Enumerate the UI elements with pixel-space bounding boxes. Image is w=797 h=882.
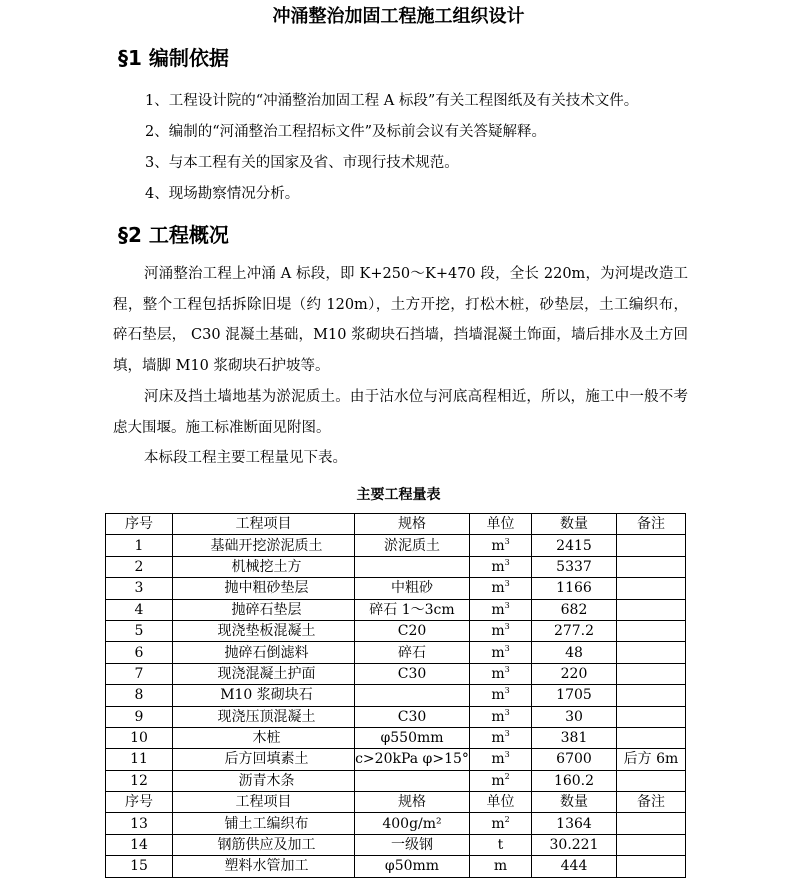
column-header: 工程项目	[173, 514, 355, 535]
unit-base: m	[491, 644, 505, 661]
cell-unit	[470, 535, 532, 556]
cell-item: 钢筋供应及加工	[173, 834, 355, 855]
column-header: 工程项目	[173, 792, 355, 813]
cell-note	[617, 706, 686, 727]
cell-unit	[470, 706, 532, 727]
section-2-heading: §2 工程概况	[118, 223, 229, 247]
column-header: 单位	[470, 792, 532, 813]
cell-spec: 淤泥质土	[355, 535, 470, 556]
column-header: 序号	[106, 792, 173, 813]
cell-note	[617, 642, 686, 663]
unit-base: m	[491, 623, 505, 640]
cell-qty: 160.2	[532, 770, 617, 791]
cell-note: 后方 6m	[617, 749, 686, 770]
overview-paragraph-2: 河床及挡土墙地基为淤泥质土。由于沽水位与河底高程相近，所以，施工中一般不考虑大围堰。施工标准断面见附图。	[113, 389, 688, 436]
cell-no: 5	[106, 620, 173, 641]
cell-item: 抛中粗砂垫层	[173, 578, 355, 599]
cell-note	[617, 834, 686, 855]
cell-no: 4	[106, 599, 173, 620]
cell-qty: 6700	[532, 749, 617, 770]
unit-exponent: 3	[504, 750, 510, 760]
cell-spec: 碎石	[355, 642, 470, 663]
cell-item: 机械挖土方	[173, 556, 355, 577]
cell-note	[617, 727, 686, 748]
column-header: 单位	[470, 514, 532, 535]
cell-spec: 400g/m²	[355, 813, 470, 834]
cell-spec: C30	[355, 706, 470, 727]
cell-no: 6	[106, 642, 173, 663]
unit-base: t	[497, 837, 504, 854]
cell-spec: φ550mm	[355, 727, 470, 748]
table-row	[106, 727, 686, 748]
cell-no: 14	[106, 834, 173, 855]
table-header-row	[106, 792, 686, 813]
table-caption: 主要工程量表	[356, 487, 441, 503]
cell-no: 1	[106, 535, 173, 556]
basis-item-3: 3、与本工程有关的国家及省、市现行技术规范。	[145, 155, 459, 171]
cell-qty: 277.2	[532, 620, 617, 641]
unit-base: m	[491, 537, 505, 554]
cell-qty: 30	[532, 706, 617, 727]
table-row	[106, 535, 686, 556]
column-header: 规格	[355, 514, 470, 535]
cell-unit	[470, 578, 532, 599]
unit-base: m	[491, 580, 505, 597]
cell-unit	[470, 727, 532, 748]
cell-qty: 682	[532, 599, 617, 620]
cell-no: 9	[106, 706, 173, 727]
unit-base: m	[491, 751, 505, 768]
unit-base: m	[491, 772, 505, 789]
column-header: 备注	[617, 792, 686, 813]
table-row	[106, 556, 686, 577]
cell-note	[617, 663, 686, 684]
cell-spec: φ50mm	[355, 856, 470, 877]
unit-exponent: 3	[504, 664, 510, 674]
cell-spec: 中粗砂	[355, 578, 470, 599]
cell-qty: 2415	[532, 535, 617, 556]
overview-paragraph-3: 本标段工程主要工程量见下表。	[144, 450, 347, 466]
cell-note	[617, 685, 686, 706]
basis-item-2: 2、编制的“河涌整治工程招标文件”及标前会议有关答疑解释。	[145, 124, 547, 140]
cell-item: 现浇混凝土护面	[173, 663, 355, 684]
table-row	[106, 599, 686, 620]
cell-unit	[470, 642, 532, 663]
cell-unit	[470, 685, 532, 706]
cell-item: 基础开挖淤泥质土	[173, 535, 355, 556]
overview-paragraph-1: 河涌整治工程上冲涌 A 标段，即 K+250～K+470 段，全长 220m，为河堤改造工程，整个工程包括拆除旧堤（约 120m），土方开挖，打松木桩，砂垫层，土工编织布，碎石垫层， C30 混凝土基础，M10 浆砌块石挡墙，挡墙混凝土饰面，墙后排水及土方回填，墙脚 M10 浆砌块石护坡等。	[113, 266, 688, 374]
cell-qty: 30.221	[532, 834, 617, 855]
cell-spec	[355, 556, 470, 577]
cell-item: 现浇垫板混凝土	[173, 620, 355, 641]
unit-exponent: 3	[504, 729, 510, 739]
cell-no: 13	[106, 813, 173, 834]
unit-exponent: 2	[504, 814, 510, 824]
cell-no: 2	[106, 556, 173, 577]
cell-item: 现浇压顶混凝土	[173, 706, 355, 727]
cell-unit	[470, 834, 532, 855]
unit-exponent: 3	[504, 643, 510, 653]
cell-spec: 碎石 1～3cm	[355, 599, 470, 620]
unit-exponent: 3	[504, 707, 510, 717]
cell-no: 7	[106, 663, 173, 684]
cell-item: M10 浆砌块石	[173, 685, 355, 706]
unit-exponent: 3	[504, 600, 510, 610]
cell-item: 沥青木条	[173, 770, 355, 791]
unit-base: m	[491, 815, 505, 832]
document-title: 冲涌整治加固工程施工组织设计	[272, 6, 525, 27]
unit-exponent: 3	[504, 536, 510, 546]
unit-exponent: 3	[504, 579, 510, 589]
cell-qty: 1166	[532, 578, 617, 599]
cell-qty: 220	[532, 663, 617, 684]
unit-base: m	[491, 665, 505, 682]
cell-qty: 5337	[532, 556, 617, 577]
cell-note	[617, 599, 686, 620]
cell-note	[617, 770, 686, 791]
cell-note	[617, 813, 686, 834]
quantities-table	[105, 513, 686, 878]
table-row	[106, 663, 686, 684]
cell-item: 抛碎石垫层	[173, 599, 355, 620]
table-row	[106, 834, 686, 855]
table-row	[106, 770, 686, 791]
table-row	[106, 620, 686, 641]
cell-qty: 381	[532, 727, 617, 748]
cell-spec: 一级钢	[355, 834, 470, 855]
cell-item: 后方回填素土	[173, 749, 355, 770]
cell-unit	[470, 770, 532, 791]
unit-base: m	[491, 730, 505, 747]
column-header: 备注	[617, 514, 686, 535]
cell-spec	[355, 770, 470, 791]
basis-item-4: 4、现场勘察情况分析。	[145, 186, 300, 202]
cell-unit	[470, 620, 532, 641]
cell-no: 10	[106, 727, 173, 748]
unit-exponent: 2	[504, 771, 510, 781]
cell-unit	[470, 663, 532, 684]
cell-unit	[470, 749, 532, 770]
column-header: 数量	[532, 514, 617, 535]
cell-no: 3	[106, 578, 173, 599]
section-1-heading: §1 编制依据	[118, 46, 229, 70]
cell-no: 11	[106, 749, 173, 770]
column-header: 数量	[532, 792, 617, 813]
cell-spec: C20	[355, 620, 470, 641]
unit-base: m	[491, 558, 505, 575]
unit-base: m	[491, 708, 505, 725]
cell-unit	[470, 856, 532, 877]
unit-exponent: 3	[504, 622, 510, 632]
cell-spec	[355, 685, 470, 706]
column-header: 规格	[355, 792, 470, 813]
column-header: 序号	[106, 514, 173, 535]
cell-note	[617, 620, 686, 641]
table-row	[106, 749, 686, 770]
cell-qty: 48	[532, 642, 617, 663]
unit-exponent: 3	[504, 557, 510, 567]
cell-qty: 444	[532, 856, 617, 877]
cell-note	[617, 535, 686, 556]
cell-item: 铺土工编织布	[173, 813, 355, 834]
cell-unit	[470, 556, 532, 577]
table-row	[106, 578, 686, 599]
unit-base: m	[491, 687, 505, 704]
table-row	[106, 642, 686, 663]
cell-unit	[470, 599, 532, 620]
unit-base: m	[493, 858, 508, 875]
cell-spec: C30	[355, 663, 470, 684]
unit-exponent: 3	[504, 686, 510, 696]
table-header-row	[106, 514, 686, 535]
cell-qty: 1364	[532, 813, 617, 834]
cell-note	[617, 556, 686, 577]
cell-spec: c>20kPa φ>15°	[355, 749, 470, 770]
cell-item: 木桩	[173, 727, 355, 748]
table-row	[106, 856, 686, 877]
cell-no: 12	[106, 770, 173, 791]
basis-item-1: 1、工程设计院的“冲涌整治加固工程 A 标段”有关工程图纸及有关技术文件。	[145, 93, 639, 109]
cell-qty: 1705	[532, 685, 617, 706]
table-row	[106, 813, 686, 834]
cell-no: 8	[106, 685, 173, 706]
cell-item: 塑料水管加工	[173, 856, 355, 877]
cell-no: 15	[106, 856, 173, 877]
cell-note	[617, 578, 686, 599]
cell-note	[617, 856, 686, 877]
cell-unit	[470, 813, 532, 834]
cell-item: 抛碎石倒滤料	[173, 642, 355, 663]
table-row	[106, 706, 686, 727]
table-row	[106, 685, 686, 706]
unit-base: m	[491, 601, 505, 618]
